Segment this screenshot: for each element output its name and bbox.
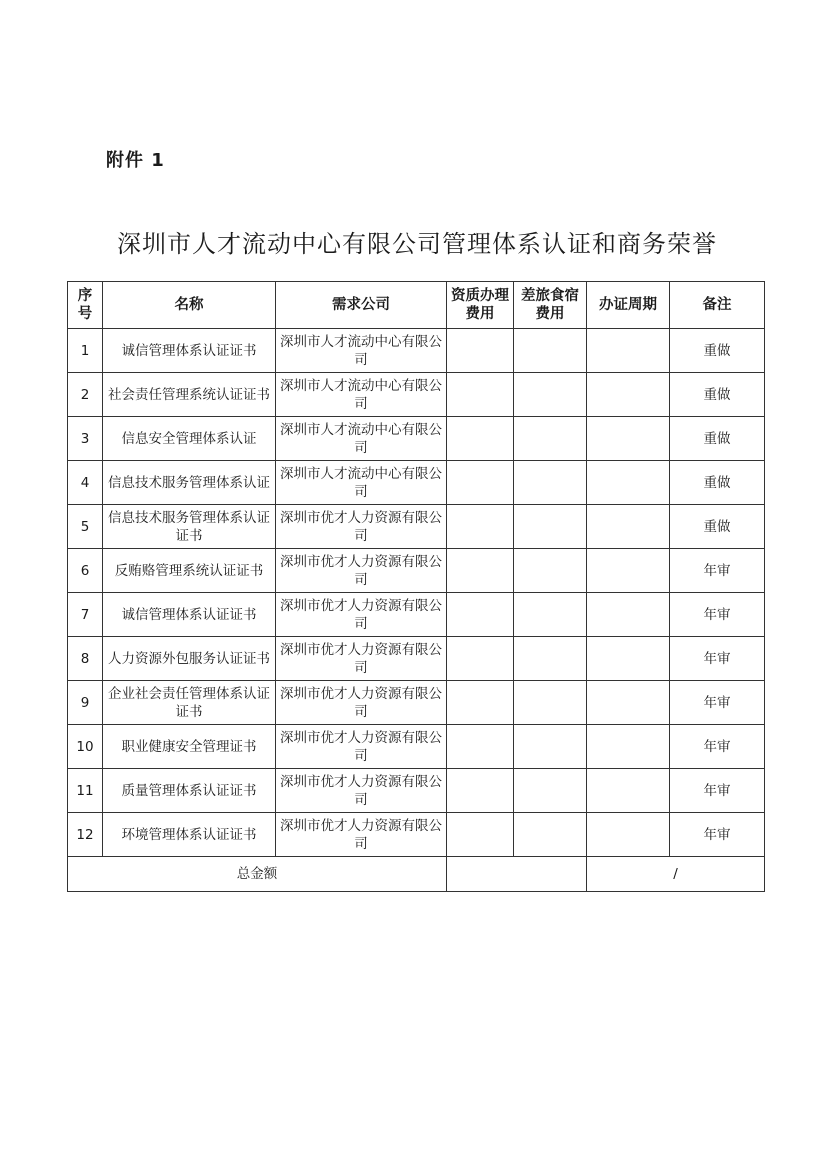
row-company: 深圳市优才人力资源有限公司 [276,593,447,637]
row-no: 4 [68,461,103,505]
row-note: 重做 [670,329,765,373]
header-travel-fee: 差旅食宿费用 [514,282,587,329]
total-label: 总金额 [68,857,447,892]
row-qualification-fee [447,593,514,637]
header-qualification-fee: 资质办理费用 [447,282,514,329]
table-row [68,593,765,637]
row-no: 9 [68,681,103,725]
row-travel-fee [514,593,587,637]
table-row [68,637,765,681]
header-company: 需求公司 [276,282,447,329]
row-qualification-fee [447,329,514,373]
row-period [587,505,670,549]
row-travel-fee [514,373,587,417]
row-name: 企业社会责任管理体系认证证书 [103,681,276,725]
row-company: 深圳市人才流动中心有限公司 [276,461,447,505]
row-name: 诚信管理体系认证证书 [103,329,276,373]
row-name: 信息技术服务管理体系认证 [103,461,276,505]
table-row [68,681,765,725]
document-title: 深圳市人才流动中心有限公司管理体系认证和商务荣誉 [117,230,717,258]
row-company: 深圳市人才流动中心有限公司 [276,373,447,417]
table-header-row [68,282,765,329]
table-row [68,329,765,373]
certification-table [67,281,765,892]
row-company: 深圳市人才流动中心有限公司 [276,417,447,461]
row-period [587,813,670,857]
row-qualification-fee [447,813,514,857]
table-row [68,725,765,769]
row-period [587,549,670,593]
row-company: 深圳市优才人力资源有限公司 [276,505,447,549]
header-note: 备注 [670,282,765,329]
total-slash: / [587,857,765,892]
header-name: 名称 [103,282,276,329]
row-name: 诚信管理体系认证证书 [103,593,276,637]
row-period [587,417,670,461]
row-period [587,593,670,637]
row-note: 年审 [670,681,765,725]
attachment-label: 附件 1 [106,150,165,171]
table-row [68,549,765,593]
row-note: 重做 [670,461,765,505]
table-row [68,373,765,417]
row-qualification-fee [447,769,514,813]
row-note: 年审 [670,593,765,637]
row-note: 重做 [670,505,765,549]
row-note: 年审 [670,549,765,593]
row-note: 年审 [670,637,765,681]
row-travel-fee [514,505,587,549]
row-no: 3 [68,417,103,461]
row-company: 深圳市优才人力资源有限公司 [276,549,447,593]
row-period [587,725,670,769]
row-company: 深圳市人才流动中心有限公司 [276,329,447,373]
row-name: 质量管理体系认证证书 [103,769,276,813]
row-qualification-fee [447,461,514,505]
row-period [587,637,670,681]
row-travel-fee [514,417,587,461]
row-note: 年审 [670,813,765,857]
row-company: 深圳市优才人力资源有限公司 [276,813,447,857]
row-qualification-fee [447,373,514,417]
row-travel-fee [514,813,587,857]
row-no: 11 [68,769,103,813]
table-row [68,505,765,549]
row-travel-fee [514,329,587,373]
row-company: 深圳市优才人力资源有限公司 [276,681,447,725]
table-row [68,813,765,857]
row-period [587,373,670,417]
row-period [587,681,670,725]
row-name: 职业健康安全管理证书 [103,725,276,769]
row-no: 8 [68,637,103,681]
header-period: 办证周期 [587,282,670,329]
row-no: 12 [68,813,103,857]
row-qualification-fee [447,681,514,725]
header-no: 序号 [68,282,103,329]
row-period [587,461,670,505]
row-name: 信息安全管理体系认证 [103,417,276,461]
row-no: 6 [68,549,103,593]
row-travel-fee [514,681,587,725]
total-row [68,857,765,892]
table-row [68,769,765,813]
table-row [68,461,765,505]
row-name: 反贿赂管理系统认证证书 [103,549,276,593]
row-company: 深圳市优才人力资源有限公司 [276,769,447,813]
row-qualification-fee [447,549,514,593]
row-no: 7 [68,593,103,637]
row-name: 环境管理体系认证证书 [103,813,276,857]
row-name: 社会责任管理系统认证证书 [103,373,276,417]
table-row [68,417,765,461]
row-company: 深圳市优才人力资源有限公司 [276,725,447,769]
row-travel-fee [514,549,587,593]
row-name: 信息技术服务管理体系认证证书 [103,505,276,549]
row-no: 1 [68,329,103,373]
row-period [587,769,670,813]
row-qualification-fee [447,637,514,681]
total-fee [447,857,587,892]
row-note: 年审 [670,769,765,813]
row-qualification-fee [447,417,514,461]
row-travel-fee [514,461,587,505]
row-travel-fee [514,725,587,769]
row-note: 重做 [670,417,765,461]
row-period [587,329,670,373]
row-no: 5 [68,505,103,549]
row-name: 人力资源外包服务认证证书 [103,637,276,681]
row-no: 2 [68,373,103,417]
row-travel-fee [514,637,587,681]
row-note: 年审 [670,725,765,769]
row-qualification-fee [447,505,514,549]
row-travel-fee [514,769,587,813]
row-company: 深圳市优才人力资源有限公司 [276,637,447,681]
row-note: 重做 [670,373,765,417]
row-qualification-fee [447,725,514,769]
row-no: 10 [68,725,103,769]
